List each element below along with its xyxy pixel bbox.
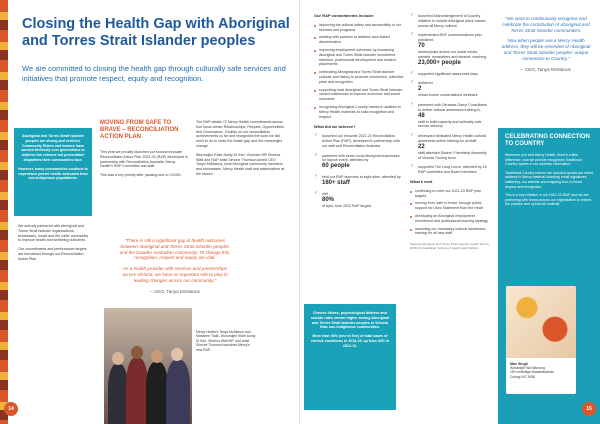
highlight-paragraph: Aboriginal and Torres Strait Islander peoples are strong and resilient. Community Elders and leaders have worked tirelessly over generations to address the extreme but preventable disparities their communities face. — [21, 134, 85, 162]
quote-text: "We want to continuously recognise and celebrate the contribution of Aboriginal and Torres Strait Islander communities. — [502, 16, 590, 33]
panel-paragraph: Traditional Country names are included across our street address in Mercy material including email signatures, stationery, our website and mapping tool, to boost respect and recognition. — [505, 170, 593, 189]
body-paragraph: Our commitments and performance targets are formalised through our Reconciliation Action Plan. — [18, 247, 87, 261]
section-heading: MOVING FROM SAFE TO BRAVE – RECONCILIATION ACTION PLAN — [100, 120, 179, 140]
quote-attribution: – CEO, Tanya McManus — [521, 66, 571, 72]
ceo-quote — [118, 238, 232, 294]
statistics-paragraph: Chronic illness, psychological distress and suicide rates remain higher among Aboriginal and Torres Strait Islander peoples in Victoria than non-Indigenous communities. — [310, 311, 390, 330]
section-body — [100, 150, 188, 182]
body-paragraph: This was a key priority after pausing due to COVID. — [100, 173, 182, 178]
achievement-item — [410, 81, 490, 98]
achievement-item — [314, 192, 404, 209]
achievement-item — [314, 154, 404, 171]
card-text — [506, 358, 576, 383]
achievement-item — [410, 134, 490, 160]
decorative-art-strip — [0, 0, 8, 424]
achievement-item — [314, 134, 404, 148]
achievement-text: launched Acknowledgement of Country initiative to include Aboriginal place names across all Mercy cultural — [418, 14, 486, 28]
connection-to-country-panel — [498, 128, 600, 424]
achievement-text: partnered with Girrawaa Garryi Consultants to deliver cultural awareness training to — [418, 102, 488, 112]
achievements-column — [410, 14, 490, 250]
list-item: celebrating Aboriginal and Torres Strait Islander cultures and history to promote connection, collective pride and recognition — [314, 70, 404, 84]
quote-text: Now when people see a Mercy Health address, they will be reminded of Aboriginal and Torres Strait Islander peoples' unique connection to Country." — [501, 38, 591, 61]
achievement-figure: 2 — [418, 86, 422, 93]
achievement-figure: 23,000+ people — [418, 59, 461, 66]
achievement-text: staff to build capacity and culturally safe service delivery — [418, 119, 482, 129]
achievement-figure: 70 — [418, 42, 425, 49]
achievement-item — [410, 72, 490, 77]
whats-next-heading: What's next — [410, 178, 433, 184]
achievement-text: stories/posts across our social media, website, newsletters and intranet, reaching — [418, 49, 487, 59]
achievement-text: virtual Koorie conversations webinars — [418, 93, 478, 98]
commitments-heading: Our RAP commitments include: — [314, 13, 375, 18]
section-body-2 — [196, 120, 286, 181]
card-artwork — [506, 286, 576, 358]
quote-text: "There is still a significant gap in health outcomes between Aboriginal and Torres Strait Islander peoples and the broader Australian community. To change this, recognition, respect and equity are vital. — [119, 238, 231, 261]
card-line: 18 Frontbridge Broadmeadows — [510, 370, 554, 375]
left-body-text — [18, 224, 92, 266]
list-item: moving from 'safe to brave' through public support for Uluru Statement from the Heart — [410, 201, 490, 211]
achievement-item — [410, 33, 490, 66]
panel-paragraph: This is a key initiative in our 2022-23 RAP, and we are partnering with teams across our organisation to embed the practice and uphold all material. — [505, 193, 592, 207]
achievement-text: of April-June 2022 RAP targets — [322, 203, 372, 208]
ceo-quote-2 — [500, 16, 592, 72]
whats-next-list — [410, 189, 490, 236]
list-item: supporting local Aboriginal and Torres Strait Islander-owned businesses to improve economic and social outcomes — [314, 88, 404, 102]
achievement-text: held our RAP launches at eight sites, attended by — [322, 175, 401, 180]
list-item: developing an Aboriginal employment recruitment and professional learning strategy — [410, 214, 490, 224]
achievement-item — [410, 103, 490, 129]
page-title: Closing the Health Gap with Aboriginal and Torres Strait Islander peoples — [22, 16, 290, 49]
page-number: 14 — [4, 402, 18, 416]
achievement-text: launched our Innovate 2022-23 Reconciliation Action Plan (RAP), developed in partnership with our staff and Reconciliation Australia — [322, 134, 400, 148]
highlight-paragraph: However, many communities continue to experience poorer health outcomes than non-Indigenous populations. — [18, 166, 88, 181]
list-item: launching our mandatory cultural awareness training for all new staff — [410, 227, 490, 237]
quote-text: As a health provider with services and partnerships across Victoria, we have an important role to play in leading changes across our community." — [122, 266, 228, 283]
achievements-heading: What did we achieve? — [314, 124, 356, 130]
achievement-text: met — [322, 191, 328, 196]
business-card-image — [506, 286, 576, 394]
body-paragraph: We actively partnered with Aboriginal and Torres Strait Islander organisations, businesses, locals and the wider community to improve health and wellbeing outcomes. — [18, 224, 89, 243]
achievement-item — [410, 14, 490, 28]
achievement-text: developed dedicated Mercy Health cultural awareness online training for all staff — [418, 134, 486, 143]
achievement-item — [410, 165, 490, 175]
panel-paragraph: Wherever you visit Mercy Health, there's a little difference: now we provide recognises Traditional Country names in our address information. — [505, 153, 582, 167]
list-item: improving the cultural safety and accessibility of our services and programs — [314, 23, 404, 33]
list-item: working with partners to address race-based discrimination — [314, 35, 404, 45]
launch-photo — [104, 308, 192, 424]
intro-text: We are committed to closing the health gap through culturally safe services and initiatives that promote respect, equity and recognition. — [22, 64, 286, 83]
body-paragraph: Wurundjeri Elder Aunty Di Kerr, Victorian MP Sheena Watt and RAP artist Simone Thomson joined CEO Tanya McManus, local Aboriginal community members and businesses, Mercy Health staff and stakeholders at the launch. — [196, 152, 285, 176]
card-name: Max Singh — [510, 362, 528, 366]
quote-attribution: – CEO, Tanya McManus — [150, 288, 200, 294]
panel-heading: CELEBRATING CONNECTION TO COUNTRY — [505, 134, 590, 147]
commitments-list — [314, 23, 404, 120]
list-item: recognising Aboriginal Country names in addition to Mercy Health materials to build recognition and respect. — [314, 105, 404, 119]
achievement-text: staff attended Sisters' Friendship Assembly of Victoria Turning tours — [418, 150, 487, 160]
body-paragraph: The RAP details 72 Mercy Health commitments across four focus areas: Relationships, Respect, Opportunities and Governance. It builds on our reconciliation achievements so far and recognises the work we still need to do to close the health gap and live meaningful change. — [196, 120, 284, 148]
highlight-box — [14, 128, 92, 216]
achievement-figure: 48 — [418, 112, 425, 119]
achievement-figure: 160+ staff — [322, 179, 350, 186]
list-item: continuing to meet our 2022-23 RAP plan targets — [410, 189, 490, 199]
statistics-box — [304, 304, 396, 410]
footnote: National Aboriginal and Torres Strait Islander Health Survey, 2018-19 (Australian Institute of Health and Welfare). — [410, 242, 490, 251]
achievement-figure: 22 — [418, 143, 425, 150]
achievement-item — [314, 175, 404, 187]
achievement-text: partnered with seven local Aboriginal businesses for launch event, attended by — [322, 153, 400, 163]
achievement-text: supported significant awareness days — [418, 71, 478, 76]
photo-caption: Mercy Health's Tanya McManus and Marianne Tlalic, Wurundjeri Elder Aunty Di Kerr, Sheena Watt MP, and artist Simone Thomson launched Mercy's new RAP. — [196, 330, 256, 352]
statistics-paragraph: More than 46% (one in five) of total cases of chronic conditions in 2018-19, up from 40% in 2012-13. — [310, 334, 390, 348]
list-item: improving employment outcomes by increasing Aboriginal and Torres Strait Islander recruitment, retention, professional development and student placements — [314, 48, 404, 67]
commitments-column — [314, 14, 404, 214]
right-page — [300, 0, 600, 424]
page-number: 15 — [582, 402, 596, 416]
card-line: Coburg VIC 3058 — [510, 374, 535, 379]
achievement-text: delivered — [418, 81, 433, 86]
card-line: Wurundjeri Woi Wurrung — [510, 366, 545, 371]
achievement-figure: 80% — [322, 196, 335, 203]
body-paragraph: This year we proudly launched our second Innovate Reconciliation Action Plan 2022-23 (RAP) developed in partnership with Reconciliation Australia, Mercy Health's RAP Committee and staff. — [100, 150, 188, 169]
achievement-text: implemented RAP communications plan published — [418, 33, 482, 43]
achievement-figure: 60 people — [322, 163, 350, 170]
achievement-text: supported The Long Lunch, attended by 16 RAP committee and Board members — [418, 165, 487, 175]
